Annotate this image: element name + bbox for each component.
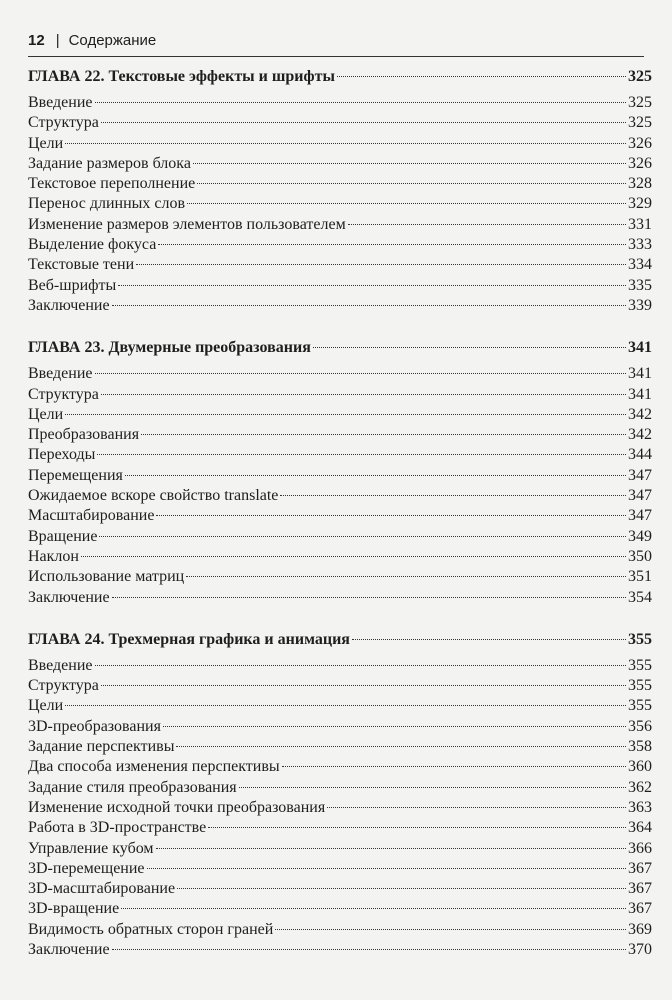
toc-entry [28,277,652,297]
dot-leader [280,495,626,496]
dot-leader [97,454,626,455]
toc-entry [28,426,652,446]
dot-leader [112,305,626,306]
entry-title: Видимость обратных сторон граней [28,920,274,938]
toc-entry [28,155,652,175]
entry-title: Перемещения [28,466,123,484]
entry-page: 347 [628,487,652,505]
entry-title: Структура [28,114,99,132]
chapter-title: ГЛАВА 24. Трехмерная графика и анимация [28,630,350,648]
dot-leader [176,746,626,747]
entry-title: Структура [28,677,99,695]
entry-title: Вращение [28,527,98,545]
entry-title: Заключение [28,588,110,606]
dot-leader [186,576,626,577]
entry-title: Два способа изменения перспективы [28,758,280,776]
dot-leader [118,285,626,286]
chapter-entries [28,94,652,317]
chapter-page: 355 [628,630,652,648]
entry-title: Введение [28,365,93,383]
dot-leader [158,244,626,245]
chapter-heading [28,339,652,361]
dot-leader [163,726,626,727]
toc-entry [28,819,652,839]
toc-entry [28,779,652,799]
dot-leader [101,122,626,123]
chapter-entries [28,657,652,961]
toc-entry [28,256,652,276]
dot-leader [352,639,626,640]
entry-title: Структура [28,385,99,403]
entry-page: 355 [628,697,652,715]
toc-entry [28,135,652,155]
toc-entry [28,657,652,677]
dot-leader [136,264,626,265]
entry-title: Текстовое переполнение [28,175,196,193]
entry-page: 349 [628,527,652,545]
dot-leader [193,163,626,164]
entry-page: 366 [628,839,652,857]
entry-page: 347 [628,507,652,525]
dot-leader [141,434,626,435]
dot-leader [101,394,626,395]
entry-title: Ожидаемое вскоре свойство translate [28,487,279,505]
entry-page: 328 [628,175,652,193]
entry-page: 356 [628,717,652,735]
dot-leader [197,183,626,184]
toc-entry [28,568,652,588]
entry-page: 351 [628,568,652,586]
entry-title: Цели [28,134,64,152]
toc-entry [28,94,652,114]
entry-title: Цели [28,697,64,715]
toc-entry [28,487,652,507]
toc-entry [28,941,652,961]
toc-entry [28,114,652,134]
toc-entry [28,921,652,941]
dot-leader [337,76,626,77]
header-separator: | [55,32,60,49]
entry-page: 341 [628,385,652,403]
toc-entry [28,880,652,900]
entry-title: Заключение [28,296,110,314]
dot-leader [282,766,626,767]
chapter-page: 325 [628,68,652,85]
entry-page: 367 [628,900,652,918]
chapter-page: 341 [628,339,652,357]
chapter-heading [28,631,652,653]
page-number: 12 [28,32,45,49]
entry-page: 360 [628,758,652,776]
entry-page: 331 [628,215,652,233]
entry-title: Заключение [28,940,110,958]
entry-page: 339 [628,296,652,314]
toc-entry [28,365,652,385]
entry-title: Переходы [28,446,96,464]
toc-entry [28,386,652,406]
entry-page: 329 [628,195,652,213]
toc-entry [28,406,652,426]
entry-title: Введение [28,94,93,111]
table-of-contents [28,66,652,961]
dot-leader [65,414,626,415]
dot-leader [112,597,626,598]
entry-title: Введение [28,656,93,674]
entry-page: 326 [628,134,652,152]
entry-title: Наклон [28,547,79,565]
entry-page: 369 [628,920,652,938]
entry-title: Масштабирование [28,507,155,525]
toc-entry [28,758,652,778]
dot-leader [187,203,626,204]
entry-title: 3D-вращение [28,900,120,918]
dot-leader [275,929,626,930]
entry-title: Задание размеров блока [28,154,191,172]
toc-entry [28,900,652,920]
entry-title: Задание перспективы [28,738,175,756]
entry-title: Выделение фокуса [28,236,157,254]
dot-leader [81,556,626,557]
dot-leader [112,949,626,950]
entry-page: 335 [628,276,652,294]
dot-leader [101,685,626,686]
toc-entry [28,840,652,860]
chapter-title: ГЛАВА 23. Двумерные преобразования [28,339,311,357]
entry-page: 344 [628,446,652,464]
entry-page: 363 [628,798,652,816]
dot-leader [95,665,627,666]
toc-entry [28,446,652,466]
entry-page: 367 [628,880,652,898]
entry-page: 355 [628,656,652,674]
dot-leader [65,705,626,706]
dot-leader [327,807,626,808]
entry-page: 334 [628,256,652,274]
toc-entry [28,697,652,717]
toc-entry [28,175,652,195]
entry-title: Задание стиля преобразования [28,778,237,796]
section-title: Содержание [68,32,157,49]
dot-leader [156,515,626,516]
entry-title: Перенос длинных слов [28,195,186,213]
entry-title: Использование матриц [28,568,185,586]
toc-entry [28,738,652,758]
dot-leader [313,347,626,348]
entry-title: Цели [28,405,64,423]
header-rule [28,56,644,57]
chapter-entries [28,365,652,609]
toc-entry [28,860,652,880]
running-header [28,32,156,49]
entry-page: 333 [628,236,652,254]
toc-entry [28,548,652,568]
dot-leader [95,373,627,374]
toc-entry [28,589,652,609]
toc-entry [28,718,652,738]
entry-page: 354 [628,588,652,606]
entry-page: 347 [628,466,652,484]
entry-page: 355 [628,677,652,695]
entry-title: Преобразования [28,426,140,444]
entry-page: 364 [628,819,652,837]
entry-page: 342 [628,405,652,423]
entry-page: 358 [628,738,652,756]
dot-leader [208,827,626,828]
dot-leader [348,224,626,225]
dot-leader [177,888,626,889]
entry-page: 350 [628,547,652,565]
toc-entry [28,236,652,256]
dot-leader [65,143,626,144]
entry-page: 325 [628,94,652,111]
dot-leader [147,868,626,869]
toc-entry [28,799,652,819]
entry-page: 367 [628,859,652,877]
entry-page: 362 [628,778,652,796]
dot-leader [99,536,626,537]
chapter-title: ГЛАВА 22. Текстовые эффекты и шрифты [28,68,335,85]
toc-entry [28,297,652,317]
dot-leader [95,102,627,103]
toc-entry [28,467,652,487]
dot-leader [156,848,626,849]
entry-title: Работа в 3D-пространстве [28,819,207,837]
entry-page: 325 [628,114,652,132]
entry-title: Изменение исходной точки преобразования [28,798,326,816]
entry-title: Изменение размеров элементов пользователем [28,215,346,233]
entry-title: Текстовые тени [28,256,135,274]
entry-title: Управление кубом [28,839,154,857]
entry-title: 3D-преобразования [28,717,161,735]
dot-leader [125,475,626,476]
dot-leader [239,787,626,788]
toc-entry [28,195,652,215]
entry-title: Веб-шрифты [28,276,117,294]
toc-entry [28,528,652,548]
entry-title: 3D-масштабирование [28,880,176,898]
entry-title: 3D-перемещение [28,859,145,877]
entry-page: 341 [628,365,652,383]
entry-page: 342 [628,426,652,444]
dot-leader [121,908,626,909]
toc-entry [28,677,652,697]
entry-page: 370 [628,940,652,958]
toc-entry [28,216,652,236]
toc-entry [28,507,652,527]
entry-page: 326 [628,154,652,172]
chapter-heading [28,68,652,90]
